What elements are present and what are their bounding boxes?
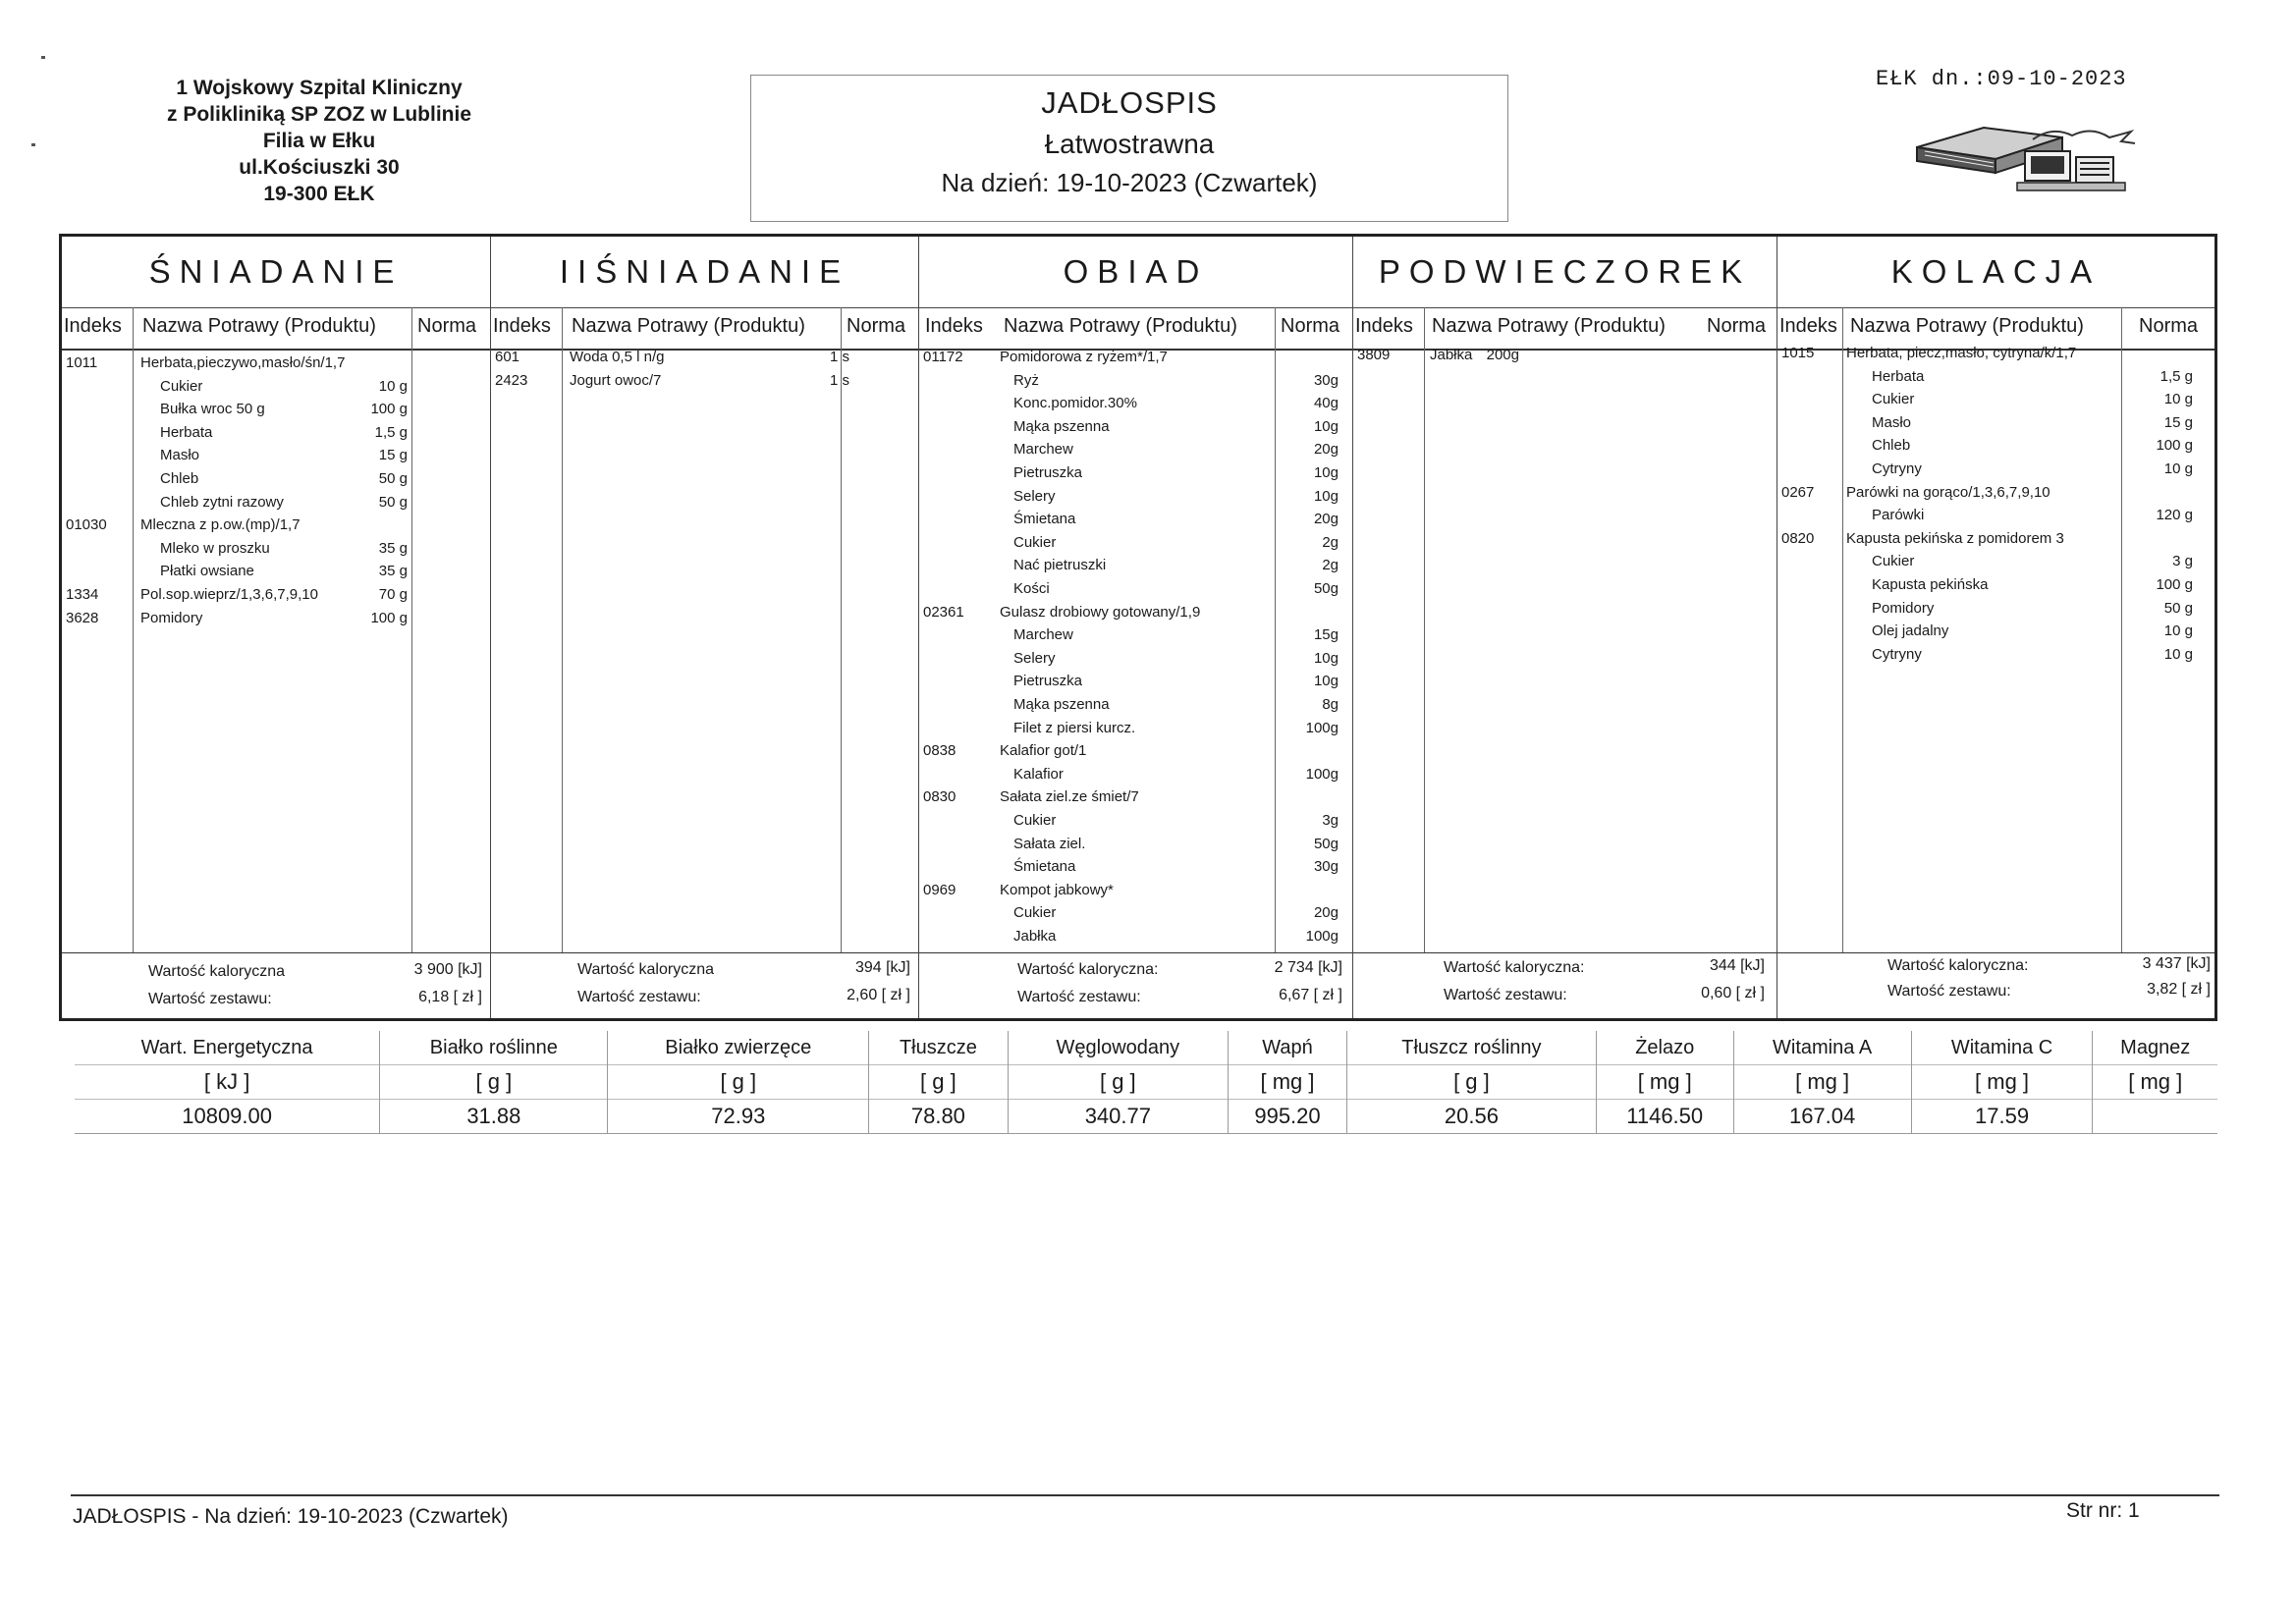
menu-item-row — [919, 836, 1352, 857]
meal-column-supper — [1777, 237, 2214, 1018]
item-index: 0820 — [1781, 529, 1815, 547]
ingredient-name: Płatki owsiane — [160, 563, 254, 580]
item-norm: 3g — [1322, 812, 1339, 829]
nutrient-value: 78.80 — [869, 1100, 1009, 1134]
item-norm: 1 s — [829, 371, 849, 389]
item-norm: 10g — [1313, 487, 1339, 505]
menu-item-row — [1777, 414, 2214, 436]
menu-item-row — [919, 650, 1352, 672]
menu-table — [59, 234, 2217, 1021]
nutrient-unit: [ g ] — [1347, 1065, 1597, 1100]
footer-rule — [71, 1494, 2219, 1496]
nutrient-value: 20.56 — [1347, 1100, 1597, 1134]
item-index: 0830 — [923, 788, 957, 806]
menu-item-row — [919, 928, 1352, 949]
ingredient-name: Cytryny — [1872, 645, 1922, 663]
menu-item-row — [1777, 391, 2214, 412]
item-norm: 3 g — [2172, 553, 2193, 570]
menu-item-row — [919, 812, 1352, 834]
item-norm: 10 g — [2163, 645, 2193, 663]
menu-item-row — [919, 488, 1352, 510]
nutrient-label: Żelazo — [1596, 1031, 1733, 1065]
menu-item-row — [919, 882, 1352, 903]
dish-name: Kalafior got/1 — [1000, 742, 1087, 760]
nutrient-summary — [75, 1031, 2217, 1134]
ingredient-name: Cukier — [1013, 533, 1057, 551]
item-norm: 10 g — [2163, 622, 2193, 640]
item-norm: 100g — [1305, 765, 1339, 783]
meal-column-second-breakfast — [490, 237, 918, 1018]
menu-item-row — [1353, 347, 1777, 368]
menu-item-row — [919, 720, 1352, 741]
cost-label: Wartość zestawu: — [1887, 983, 2011, 1000]
meal-title: PODWIECZOREK — [1353, 237, 1777, 308]
header-index: Indeks — [1779, 315, 1837, 337]
ingredient-name: Marchew — [1013, 626, 1073, 644]
item-index: 601 — [495, 349, 520, 365]
nutrient-label: Witamina C — [1911, 1031, 2093, 1065]
menu-item-row — [919, 673, 1352, 694]
dish-name: Parówki na gorąco/1,3,6,7,9,10 — [1846, 483, 2050, 501]
meal-items — [1777, 345, 2214, 953]
dish-name: Woda 0,5 l n/g — [570, 349, 665, 365]
meal-totals — [62, 952, 490, 1018]
item-norm: 10g — [1313, 464, 1339, 481]
item-index: 3628 — [66, 609, 99, 626]
ingredient-name: Mąka pszenna — [1013, 696, 1110, 713]
dish-name: Kapusta pekińska z pomidorem 3 — [1846, 529, 2064, 547]
menu-item-row — [919, 557, 1352, 578]
menu-item-row — [1777, 437, 2214, 459]
ingredient-name: Chleb — [1872, 437, 1911, 455]
hospital-address — [108, 75, 530, 207]
menu-item-row — [62, 540, 490, 562]
diet-name: Łatwostrawna — [1044, 129, 1215, 159]
meal-title: ŚNIADANIE — [62, 237, 490, 308]
footer-title: JADŁOSPIS - Na dzień: 19-10-2023 (Czwartek) — [73, 1505, 509, 1528]
ingredient-name: Cytryny — [1872, 460, 1922, 477]
item-norm: 1,5 g — [2159, 367, 2193, 385]
nutrient-label: Węglowodany — [1008, 1031, 1228, 1065]
header-index: Indeks — [1355, 315, 1413, 337]
nutrient-label: Witamina A — [1733, 1031, 1911, 1065]
menu-item-row — [1777, 600, 2214, 622]
kcal-value: 344 [kJ] — [1709, 957, 1765, 974]
item-norm: 50 g — [2163, 599, 2193, 617]
meal-totals — [1777, 952, 2214, 1018]
menu-item-row — [62, 378, 490, 400]
menu-item-row — [1777, 368, 2214, 390]
menu-item-row — [1777, 553, 2214, 574]
ingredient-name: Marchew — [1013, 441, 1073, 459]
item-index: 02361 — [923, 603, 964, 621]
ingredient-name: Cukier — [1013, 904, 1057, 922]
scan-speck — [41, 56, 45, 59]
menu-item-row — [919, 511, 1352, 532]
meal-items — [491, 351, 918, 953]
item-norm: 70 g — [378, 586, 408, 603]
nutrient-unit: [ mg ] — [1596, 1065, 1733, 1100]
scan-speck — [31, 143, 35, 146]
menu-item-row — [919, 418, 1352, 440]
meal-title: KOLACJA — [1777, 237, 2214, 308]
dish-name: Sałata ziel.ze śmiet/7 — [1000, 788, 1139, 806]
header-norm: Norma — [1707, 315, 1767, 337]
menu-item-row — [919, 604, 1352, 625]
nutrient-table — [75, 1031, 2217, 1134]
nutrient-values-row — [75, 1100, 2217, 1134]
ingredient-name: Parówki — [1872, 507, 1925, 524]
item-norm: 50g — [1313, 835, 1339, 852]
kcal-value: 2 734 [kJ] — [1274, 959, 1342, 976]
header-index: Indeks — [64, 315, 122, 337]
header-norm: Norma — [847, 315, 906, 337]
nutrient-value: 995.20 — [1229, 1100, 1347, 1134]
column-header-row — [919, 307, 1352, 351]
ingredient-name: Filet z piersi kurcz. — [1013, 719, 1136, 736]
nutrient-value — [2093, 1100, 2217, 1134]
nutrient-unit: [ mg ] — [1911, 1065, 2093, 1100]
nutrient-value: 10809.00 — [75, 1100, 380, 1134]
menu-item-row — [919, 766, 1352, 787]
menu-item-row — [1777, 484, 2214, 506]
menu-item-row — [919, 580, 1352, 602]
item-index: 0267 — [1781, 483, 1815, 501]
item-norm: 100 g — [2156, 437, 2193, 455]
menu-item-row — [919, 626, 1352, 648]
ingredient-name: Konc.pomidor.30% — [1013, 395, 1137, 412]
item-norm: 15g — [1313, 626, 1339, 644]
menu-item-row — [62, 401, 490, 422]
nutrient-unit: [ g ] — [608, 1065, 869, 1100]
menu-item-row — [919, 696, 1352, 718]
menu-item-row — [491, 349, 918, 370]
menu-item-row — [62, 354, 490, 376]
cost-label: Wartość zestawu: — [1017, 989, 1141, 1005]
item-norm: 100g — [1305, 719, 1339, 736]
nutrient-label: Tłuszcze — [869, 1031, 1009, 1065]
hospital-line: z Polikliniką SP ZOZ w Lublinie — [167, 103, 471, 126]
nutrient-labels-row — [75, 1031, 2217, 1065]
menu-item-row — [62, 516, 490, 538]
header-name: Nazwa Potrawy (Produktu) — [1850, 315, 2084, 337]
menu-item-row — [1777, 507, 2214, 528]
menu-item-row — [1777, 345, 2214, 366]
dish-name: Herbata,pieczywo,masło/śn/1,7 — [140, 354, 346, 371]
nutrient-units-row — [75, 1065, 2217, 1100]
nutrient-value: 72.93 — [608, 1100, 869, 1134]
item-norm: 100 g — [370, 609, 408, 626]
item-norm: 10 g — [2163, 460, 2193, 477]
meal-title: OBIAD — [919, 237, 1352, 308]
issue-date: EŁK dn.:09-10-2023 — [1876, 67, 2127, 91]
nutrient-unit: [ g ] — [380, 1065, 608, 1100]
item-norm: 100 g — [370, 401, 408, 418]
nutrient-unit: [ g ] — [869, 1065, 1009, 1100]
item-norm: 8g — [1322, 696, 1339, 713]
hospital-line: 1 Wojskowy Szpital Kliniczny — [176, 77, 463, 99]
menu-item-row — [919, 441, 1352, 462]
cost-value: 6,67 [ zł ] — [1279, 987, 1342, 1003]
nutrient-value: 1146.50 — [1596, 1100, 1733, 1134]
header-name: Nazwa Potrawy (Produktu) — [1004, 315, 1237, 337]
ingredient-name: Nać pietruszki — [1013, 557, 1107, 574]
item-index: 1015 — [1781, 345, 1815, 361]
item-norm: 15 g — [378, 447, 408, 464]
menu-item-row — [919, 904, 1352, 926]
nutrient-value: 340.77 — [1008, 1100, 1228, 1134]
kcal-value: 3 437 [kJ] — [2142, 955, 2211, 972]
nutrient-value: 31.88 — [380, 1100, 608, 1134]
ingredient-name: Selery — [1013, 487, 1056, 505]
menu-item-row — [919, 372, 1352, 394]
column-header-row — [62, 307, 490, 351]
cost-label: Wartość zestawu: — [577, 989, 701, 1005]
item-norm: 30g — [1313, 371, 1339, 389]
kcal-label: Wartość kaloryczna: — [1887, 957, 2029, 974]
menu-item-row — [62, 494, 490, 515]
nutrient-unit: [ kJ ] — [75, 1065, 380, 1100]
meal-column-breakfast — [62, 237, 490, 1018]
ingredient-name: Cukier — [1872, 391, 1915, 408]
kcal-label: Wartość kaloryczna — [577, 961, 714, 978]
menu-item-row — [62, 586, 490, 608]
header-norm: Norma — [417, 315, 477, 337]
menu-item-row — [919, 788, 1352, 810]
hospital-line: 19-300 EŁK — [263, 183, 375, 205]
ingredient-name: Olej jadalny — [1872, 622, 1949, 640]
cost-value: 0,60 [ zł ] — [1701, 985, 1765, 1001]
dish-name: Pomidory — [140, 609, 203, 626]
dish-name: Jogurt owoc/7 — [570, 371, 662, 389]
item-index: 3809 — [1357, 347, 1391, 363]
dish-name: Pol.sop.wieprz/1,3,6,7,9,10 — [140, 586, 318, 603]
ingredient-name: Bułka wroc 50 g — [160, 401, 265, 418]
header-name: Nazwa Potrawy (Produktu) — [142, 315, 376, 337]
ingredient-name: Masło — [1872, 413, 1912, 431]
item-norm: 20g — [1313, 441, 1339, 459]
meal-title: IIŚNIADANIE — [491, 237, 918, 308]
item-norm: 50 g — [378, 470, 408, 487]
menu-date: Na dzień: 19-10-2023 (Czwartek) — [941, 168, 1318, 197]
document-title: JADŁOSPIS — [1041, 85, 1218, 120]
header-name: Nazwa Potrawy (Produktu) — [572, 315, 805, 337]
item-norm: 10 g — [378, 377, 408, 395]
item-norm: 120 g — [2156, 507, 2193, 524]
item-norm: 35 g — [378, 539, 408, 557]
item-norm: 40g — [1313, 395, 1339, 412]
ingredient-name: Śmietana — [1013, 858, 1076, 876]
ingredient-name: Śmietana — [1013, 511, 1076, 528]
nutrient-unit: [ mg ] — [1733, 1065, 1911, 1100]
item-norm: 10g — [1313, 673, 1339, 690]
header-index: Indeks — [925, 315, 983, 337]
item-norm: 15 g — [2163, 413, 2193, 431]
cost-value: 6,18 [ zł ] — [418, 989, 482, 1005]
ingredient-name: Herbata — [1872, 367, 1925, 385]
item-norm: 2g — [1322, 557, 1339, 574]
meal-totals — [1353, 952, 1777, 1018]
ingredient-name: Cukier — [1872, 553, 1915, 570]
item-norm: 20g — [1313, 904, 1339, 922]
item-index: 0969 — [923, 881, 957, 898]
menu-item-row — [919, 349, 1352, 370]
menu-item-row — [62, 424, 490, 446]
nutrient-unit: [ mg ] — [2093, 1065, 2217, 1100]
nutrient-label: Białko zwierzęce — [608, 1031, 869, 1065]
item-norm: 1 s — [829, 349, 849, 365]
menu-item-row — [919, 464, 1352, 486]
meal-totals — [491, 952, 918, 1018]
nutrient-unit: [ mg ] — [1229, 1065, 1347, 1100]
ingredient-name: Pomidory — [1872, 599, 1935, 617]
menu-item-row — [919, 742, 1352, 764]
cost-label: Wartość zestawu: — [1444, 987, 1567, 1003]
meal-items — [62, 351, 490, 953]
nutrient-label: Magnez — [2093, 1031, 2217, 1065]
header-norm: Norma — [2139, 315, 2199, 337]
menu-item-row — [919, 858, 1352, 880]
meal-items — [919, 351, 1352, 953]
ingredient-name: Mąka pszenna — [1013, 417, 1110, 435]
item-index: 1011 — [66, 354, 98, 371]
dish-name: Mleczna z p.ow.(mp)/1,7 — [140, 516, 301, 534]
dish-name: Jabłka — [1430, 347, 1473, 363]
ingredient-name: Pietruszka — [1013, 673, 1083, 690]
item-norm: 200g — [1486, 347, 1519, 363]
item-index: 01172 — [923, 349, 963, 365]
nutrient-label: Tłuszcz roślinny — [1347, 1031, 1597, 1065]
ingredient-name: Kości — [1013, 580, 1050, 597]
title-box — [750, 75, 1508, 222]
nutrient-label: Wart. Energetyczna — [140, 1036, 313, 1058]
ingredient-name: Masło — [160, 447, 200, 464]
column-header-row — [491, 307, 918, 351]
hospital-line: Filia w Ełku — [262, 130, 376, 152]
item-norm: 2g — [1322, 533, 1339, 551]
ingredient-name: Mleko w proszku — [160, 539, 270, 557]
item-norm: 35 g — [378, 563, 408, 580]
item-index: 2423 — [495, 371, 528, 389]
kcal-label: Wartość kaloryczna: — [1444, 959, 1585, 976]
item-norm: 20g — [1313, 511, 1339, 528]
item-norm: 10g — [1313, 649, 1339, 667]
ingredient-name: Chleb — [160, 470, 199, 487]
item-norm: 100 g — [2156, 576, 2193, 593]
meal-column-afternoon-snack — [1352, 237, 1777, 1018]
ingredient-name: Cukier — [1013, 812, 1057, 829]
dish-name: Herbata, piecz,masło, cytryna/k/1,7 — [1846, 345, 2077, 361]
item-index: 1334 — [66, 586, 99, 603]
cost-value: 2,60 [ zł ] — [847, 987, 910, 1003]
column-header-row — [1353, 307, 1777, 351]
menu-item-row — [919, 395, 1352, 416]
ingredient-name: Chleb zytni razowy — [160, 493, 284, 511]
menu-item-row — [62, 610, 490, 631]
page-number: Str nr: 1 — [2066, 1499, 2140, 1522]
ingredient-name: Jabłka — [1013, 928, 1057, 945]
kcal-label: Wartość kaloryczna: — [1017, 961, 1159, 978]
ingredient-name: Kapusta pekińska — [1872, 576, 1989, 593]
cost-value: 3,82 [ zł ] — [2147, 981, 2211, 998]
ingredient-name: Ryż — [1013, 371, 1039, 389]
item-index: 01030 — [66, 516, 107, 534]
ingredient-name: Herbata — [160, 423, 213, 441]
menu-item-row — [1777, 460, 2214, 482]
meal-totals — [919, 952, 1352, 1018]
book-computer-logo — [1915, 116, 2170, 194]
ingredient-name: Sałata ziel. — [1013, 835, 1086, 852]
ingredient-name: Selery — [1013, 649, 1056, 667]
ingredient-name: Cukier — [160, 377, 203, 395]
dish-name: Kompot jabkowy* — [1000, 881, 1114, 898]
header-norm: Norma — [1281, 315, 1340, 337]
kcal-value: 394 [kJ] — [854, 959, 910, 976]
cost-label: Wartość zestawu: — [148, 991, 272, 1007]
nutrient-value: 17.59 — [1911, 1100, 2093, 1134]
menu-item-row — [1777, 646, 2214, 668]
nutrient-unit: [ g ] — [1008, 1065, 1228, 1100]
hospital-line: ul.Kościuszki 30 — [239, 156, 400, 179]
item-index: 0838 — [923, 742, 957, 760]
header-name: Nazwa Potrawy (Produktu) — [1432, 315, 1666, 337]
menu-item-row — [1777, 622, 2214, 644]
item-norm: 10 g — [2163, 391, 2193, 408]
menu-item-row — [1777, 576, 2214, 598]
nutrient-label: Wapń — [1229, 1031, 1347, 1065]
header-index: Indeks — [493, 315, 551, 337]
kcal-value: 3 900 [kJ] — [413, 961, 482, 978]
item-norm: 1,5 g — [374, 423, 408, 441]
item-norm: 50g — [1313, 580, 1339, 597]
nutrient-label: Białko roślinne — [380, 1031, 608, 1065]
ingredient-name: Pietruszka — [1013, 464, 1083, 481]
meal-items — [1353, 347, 1777, 953]
dish-name: Pomidorowa z ryżem*/1,7 — [1000, 349, 1168, 365]
menu-item-row — [919, 534, 1352, 556]
item-norm: 10g — [1313, 417, 1339, 435]
menu-item-row — [491, 372, 918, 394]
ingredient-name: Kalafior — [1013, 765, 1064, 783]
menu-item-row — [62, 447, 490, 468]
nutrient-value: 167.04 — [1733, 1100, 1911, 1134]
menu-item-row — [62, 470, 490, 492]
dish-name: Gulasz drobiowy gotowany/1,9 — [1000, 603, 1201, 621]
menu-item-row — [1777, 530, 2214, 552]
item-norm: 50 g — [378, 493, 408, 511]
item-norm: 30g — [1313, 858, 1339, 876]
item-norm: 100g — [1305, 928, 1339, 945]
kcal-label: Wartość kaloryczna — [148, 963, 285, 980]
menu-item-row — [62, 563, 490, 584]
meal-column-lunch — [918, 237, 1352, 1018]
